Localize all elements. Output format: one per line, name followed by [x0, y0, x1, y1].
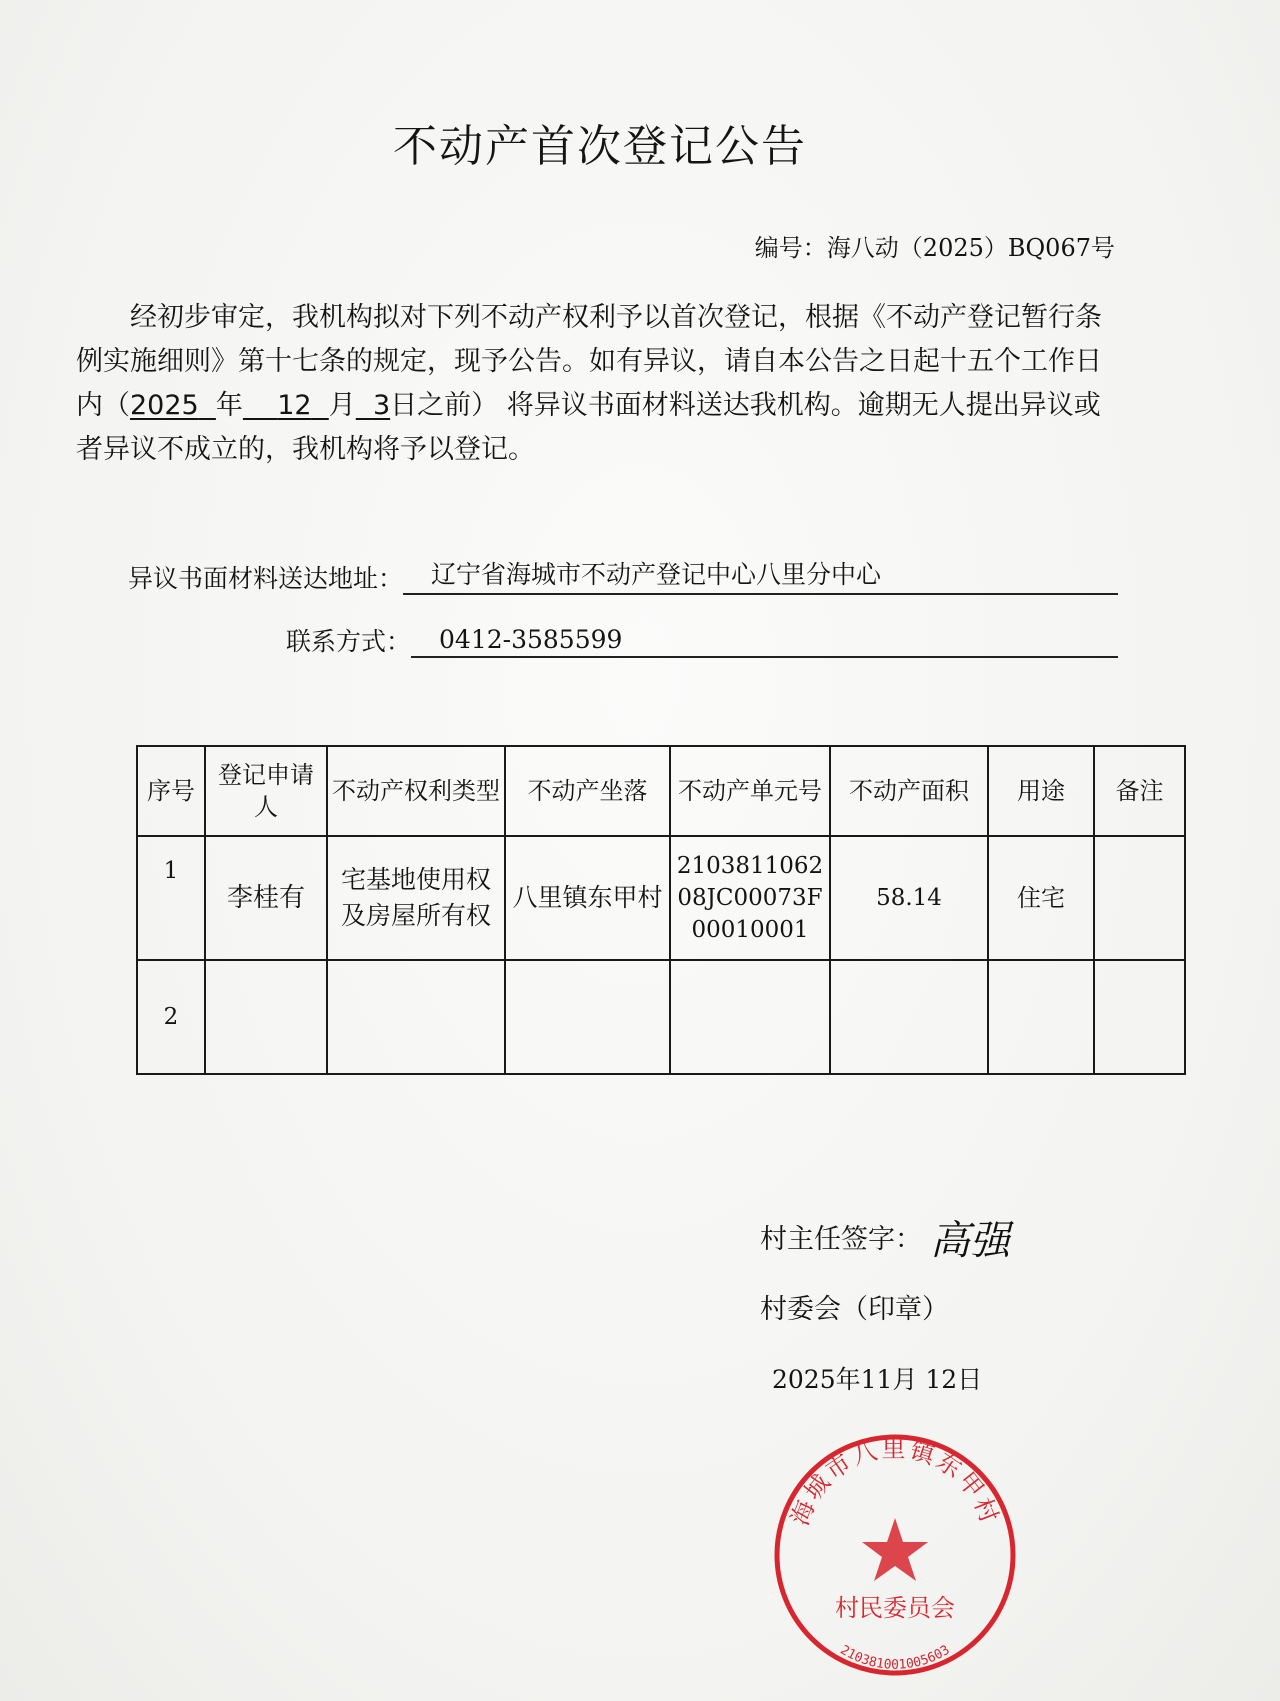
cell-no: 1	[137, 836, 205, 960]
header-location: 不动产坐落	[505, 746, 670, 836]
objection-address-value: 辽宁省海城市不动产登记中心八里分中心	[403, 555, 1118, 595]
director-signature-label: 村主任签字：	[760, 1224, 922, 1255]
cell-unit-no	[670, 960, 830, 1074]
signoff-block	[760, 1205, 1240, 1415]
deadline-month: 12	[277, 390, 312, 421]
seal-code: 210381001005603	[837, 1642, 953, 1673]
cell-remark	[1094, 836, 1185, 960]
committee-seal-label: 村委会（印章）	[760, 1294, 949, 1325]
official-seal-icon	[770, 1430, 1020, 1680]
contact-row	[286, 622, 1118, 658]
cell-location	[505, 960, 670, 1074]
cell-location: 八里镇东甲村	[505, 836, 670, 960]
header-right-type: 不动产权利类型	[327, 746, 505, 836]
cell-usage	[988, 960, 1094, 1074]
document-number: 编号：海八动（2025）BQ067号	[754, 234, 1115, 262]
deadline-year: 2025	[130, 390, 199, 421]
cell-unit-no: 210381106208JC00073F00010001	[670, 836, 830, 960]
header-applicant: 登记申请人	[205, 746, 327, 836]
contact-label: 联系方式：	[286, 627, 412, 656]
objection-address-label: 异议书面材料送达地址：	[128, 564, 404, 593]
notice-text-part2: 日之前） 将异议书面材料送达我机构。逾期无人提出异议或者异议不成立的，我机构将予以登记。	[76, 390, 1101, 465]
seal-top-text: 海城市八里镇东甲村	[785, 1434, 1005, 1530]
notice-date: 2025年11月 12日	[772, 1365, 983, 1394]
director-signature-row	[760, 1205, 1240, 1275]
table-row	[137, 836, 1185, 960]
registration-table	[136, 745, 1186, 1075]
cell-applicant: 李桂有	[205, 836, 327, 960]
header-usage: 用途	[988, 746, 1094, 836]
header-remark: 备注	[1094, 746, 1185, 836]
seal-bottom-text: 村民委员会	[835, 1594, 955, 1622]
header-area: 不动产面积	[830, 746, 988, 836]
cell-remark	[1094, 960, 1185, 1074]
objection-address-row	[128, 555, 1118, 595]
cell-usage: 住宅	[988, 836, 1094, 960]
cell-no: 2	[137, 960, 205, 1074]
notice-paragraph	[76, 296, 1116, 472]
header-no: 序号	[137, 746, 205, 836]
document-title: 不动产首次登记公告	[393, 121, 807, 172]
cell-right-type: 宅基地使用权及房屋所有权	[327, 836, 505, 960]
deadline-day: 3	[372, 390, 391, 421]
header-unit-no: 不动产单元号	[670, 746, 830, 836]
cell-right-type	[327, 960, 505, 1074]
cell-area: 58.14	[830, 836, 988, 960]
seal-star-icon	[862, 1518, 928, 1581]
contact-value: 0412-3585599	[411, 625, 1118, 658]
notice-text-part1: 经初步审定，我机构拟对下列不动产权利予以首次登记，根据《不动产登记暂行条例实施细则》第十七条的规定，现予公告。如有异议，请自本公告之日起十五个工作日内（	[76, 302, 1102, 421]
table-header-row	[137, 746, 1185, 836]
deadline-year-unit: 年	[215, 390, 243, 421]
cell-area	[830, 960, 988, 1074]
director-signature: 高强	[930, 1217, 1010, 1264]
deadline-month-unit: 月	[328, 390, 356, 421]
cell-applicant	[205, 960, 327, 1074]
table-row	[137, 960, 1185, 1074]
